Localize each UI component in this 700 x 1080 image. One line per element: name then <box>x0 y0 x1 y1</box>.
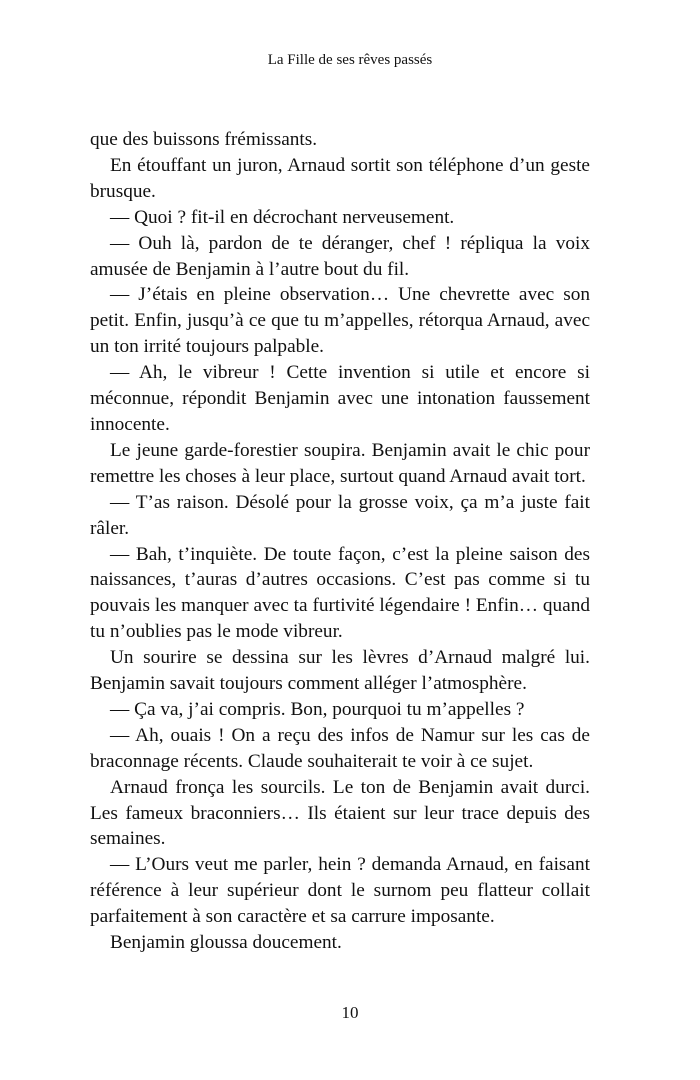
body-text <box>90 127 590 956</box>
paragraph: Le jeune garde-forestier soupira. Benjamin avait le chic pour remettre les choses à leur place, surtout quand Arnaud avait tort. <box>90 439 590 487</box>
paragraph: En étouffant un juron, Arnaud sortit son téléphone d’un geste brusque. <box>90 154 590 202</box>
paragraph: — J’étais en pleine observation… Une chevrette avec son petit. Enfin, jusqu’à ce que tu m’appelles, rétorqua Arnaud, avec un ton irrité toujours palpable. <box>90 284 590 358</box>
paragraph: — T’as raison. Désolé pour la grosse voix, ça m’a juste fait râler. <box>90 491 590 539</box>
running-header-title: La Fille de ses rêves passés <box>267 52 433 68</box>
paragraph: — L’Ours veut me parler, hein ? demanda Arnaud, en faisant référence à leur supérieur dont le surnom peu flatteur collait parfaitement à son caractère et sa carrure imposante. <box>90 854 590 928</box>
paragraph: — Ah, le vibreur ! Cette invention si utile et encore si méconnue, répondit Benjamin avec une intonation faussement innocente. <box>90 362 590 435</box>
paragraph: — Ah, ouais ! On a reçu des infos de Namur sur les cas de braconnage récents. Claude souhaiterait te voir à ce sujet. <box>90 724 590 772</box>
page-number: 10 <box>341 1003 359 1022</box>
paragraph: — Quoi ? fit-il en décrochant nerveusement. <box>110 206 455 228</box>
paragraph: que des buissons frémissants. <box>90 129 318 150</box>
paragraph: — Ouh là, pardon de te déranger, chef ! répliqua la voix amusée de Benjamin à l’autre bout du fil. <box>90 232 590 280</box>
paragraph: Un sourire se dessina sur les lèvres d’Arnaud malgré lui. Benjamin savait toujours comment alléger l’atmosphère. <box>90 647 590 695</box>
paragraph: Benjamin gloussa doucement. <box>110 932 342 954</box>
paragraph: — Ça va, j’ai compris. Bon, pourquoi tu m’appelles ? <box>110 698 525 720</box>
paragraph: — Bah, t’inquiète. De toute façon, c’est la pleine saison des naissances, t’auras d’autres occasions. C’est pas comme si tu pouvais les manquer avec ta furtivité légendaire ! Enfin… quand tu n’oublies pas le mode vibreur. <box>90 543 590 643</box>
paragraph: Arnaud fronça les sourcils. Le ton de Benjamin avait durci. Les fameux braconniers… Ils étaient sur leur trace depuis des semaines. <box>90 776 590 850</box>
